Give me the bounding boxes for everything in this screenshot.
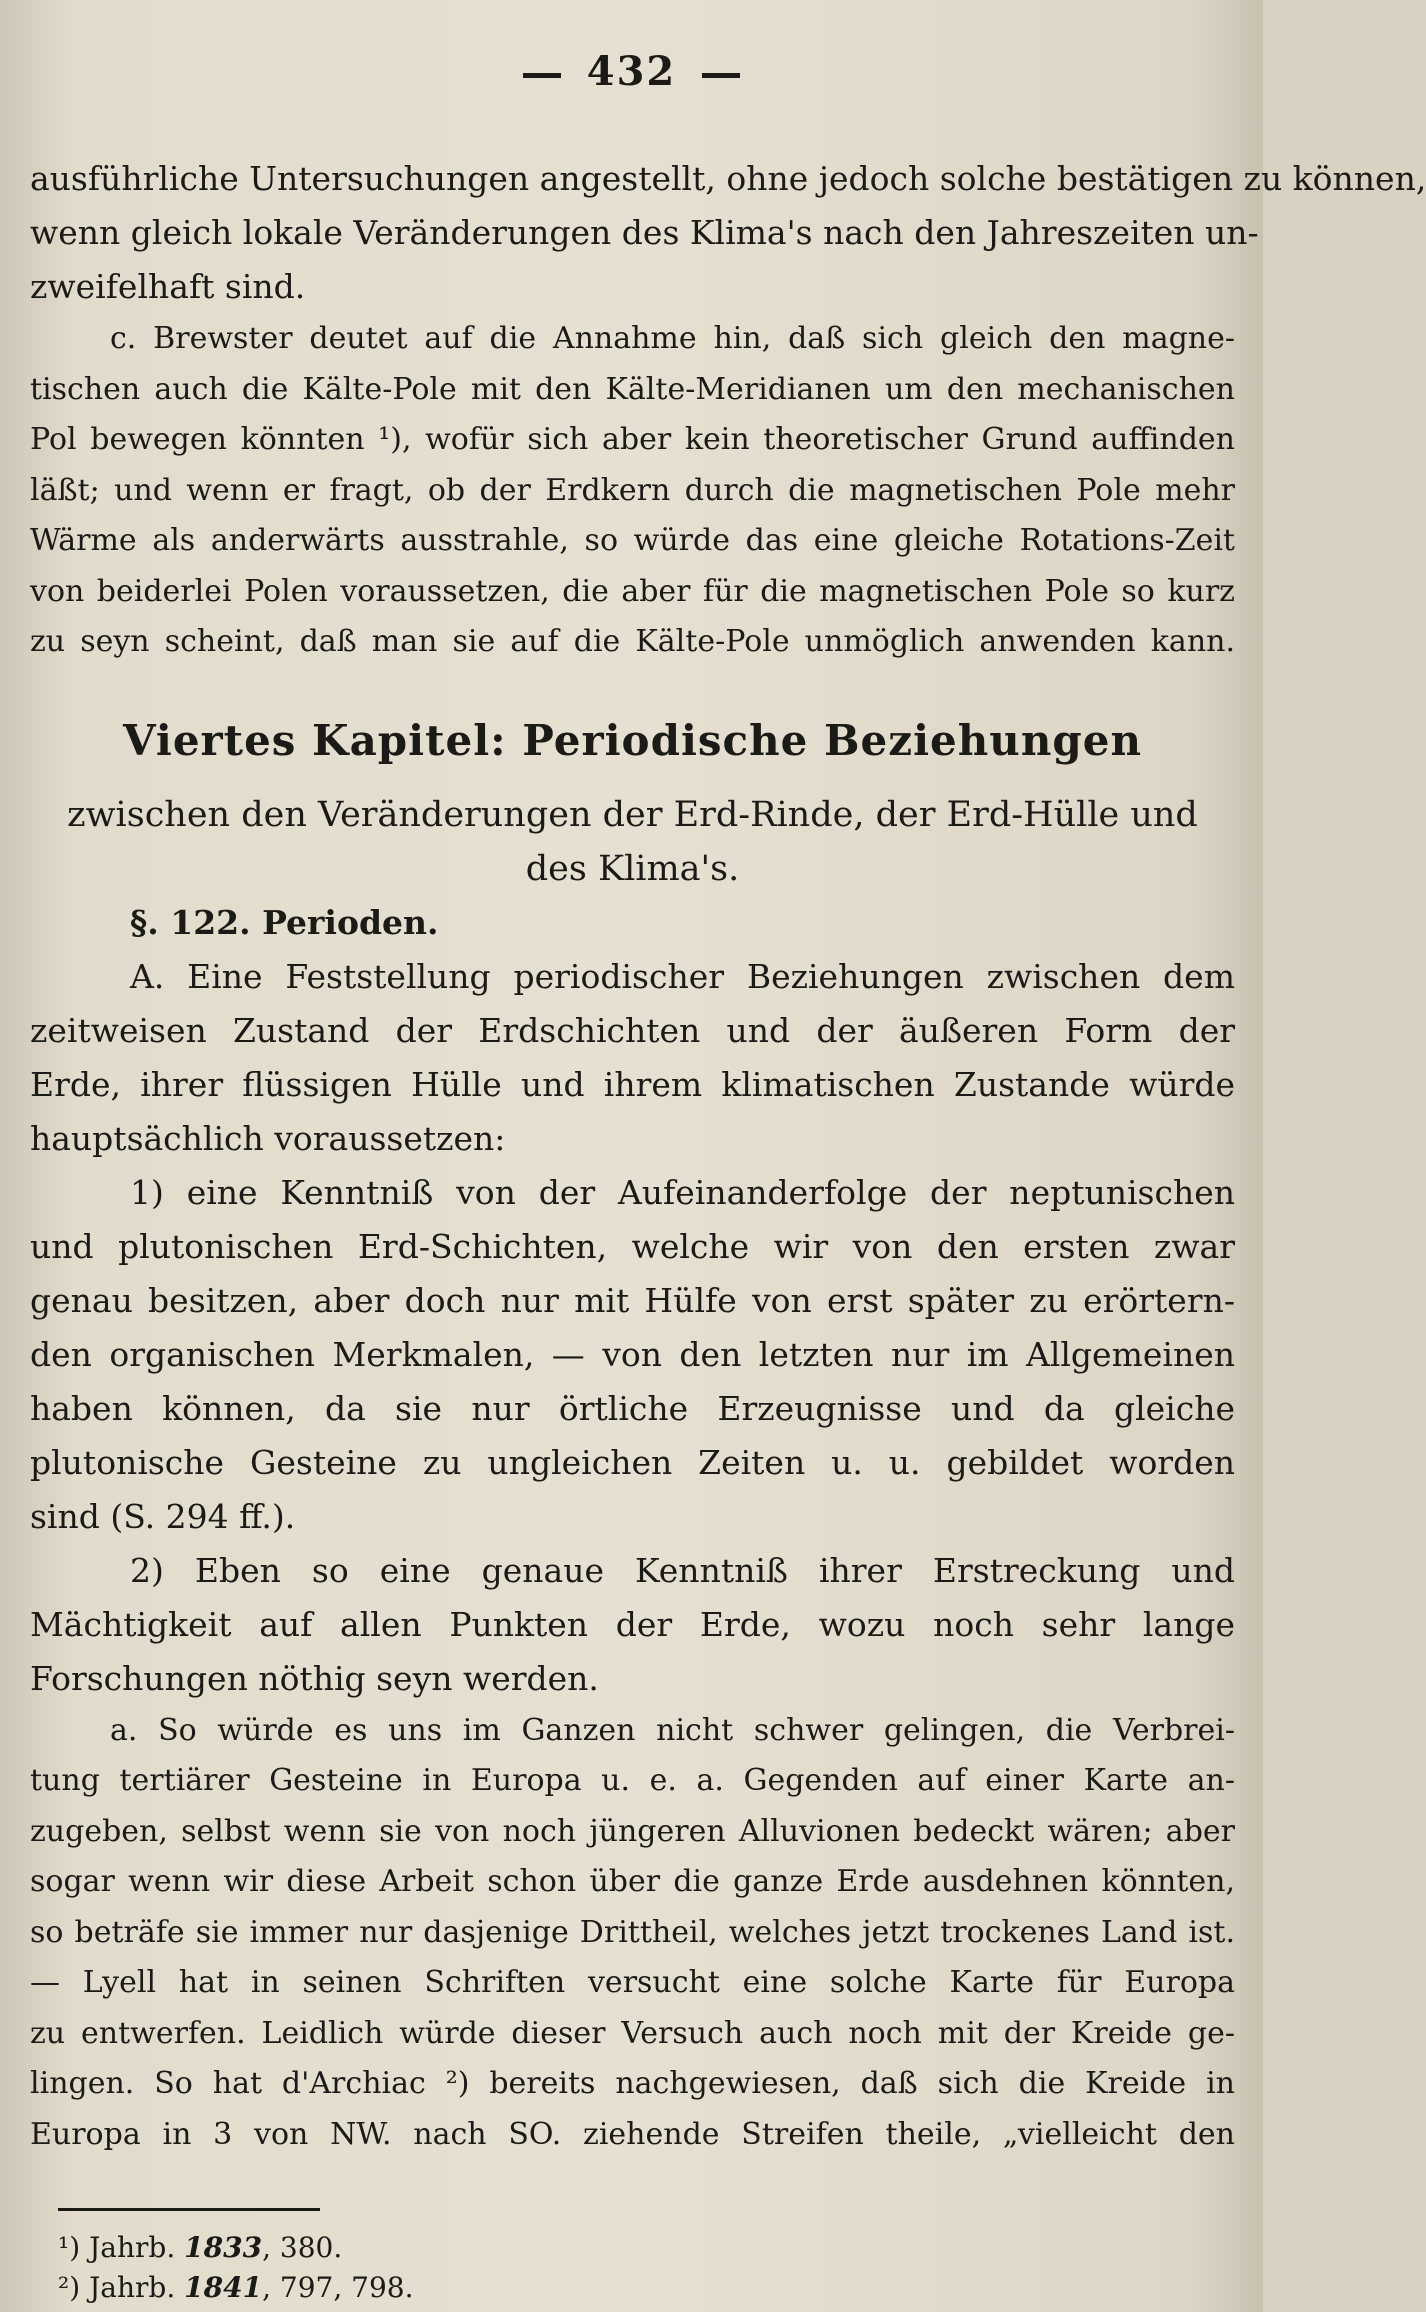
paragraph-c — [30, 314, 1235, 668]
paragraph-top — [30, 152, 1426, 314]
spacer — [30, 668, 1235, 706]
text-line: 1) eine Kenntniß von der Aufeinanderfolge der neptunischen — [130, 1172, 1235, 1212]
text-line: c. Brewster deutet auf die Annahme hin, daß sich gleich den magne- — [110, 321, 1235, 356]
page-number: 432 — [586, 48, 677, 95]
text-line: von beiderlei Polen voraussetzen, die aber für die magnetischen Pole so kurz — [30, 573, 1235, 609]
footnote-mark: ²) — [58, 2271, 81, 2304]
text-line: zweifelhaft sind. — [30, 267, 306, 306]
text-line: — Lyell hat in seinen Schriften versucht eine solche Karte für Europa — [30, 1965, 1235, 2000]
text-line: Mächtigkeit auf allen Punkten der Erde, wozu noch sehr lange — [30, 1604, 1235, 1644]
chapter-title: Viertes Kapitel: Periodische Beziehungen — [123, 715, 1142, 765]
text-line: läßt; und wenn er fragt, ob der Erdkern durch die magnetischen Pole mehr — [30, 472, 1235, 508]
footnote-mark: ¹) — [58, 2231, 81, 2264]
text-line: genau besitzen, aber doch nur mit Hülfe von erst später zu erörtern- — [30, 1280, 1235, 1320]
text-line: tung tertiärer Gesteine in Europa u. e. a. Gegenden auf einer Karte an- — [30, 1763, 1235, 1798]
text-line: 2) Eben so eine genaue Kenntniß ihrer Erstreckung und — [130, 1550, 1235, 1590]
footnote-label: Jahrb. — [89, 2271, 176, 2304]
dash-left — [523, 73, 561, 78]
text-line: a. So würde es uns im Ganzen nicht schwer gelingen, die Verbrei- — [110, 1712, 1235, 1748]
chapter-subtitle-line: des Klima's. — [525, 848, 740, 889]
text-line: plutonische Gesteine zu ungleichen Zeiten u. u. gebildet worden — [30, 1442, 1235, 1482]
footnote — [58, 2268, 413, 2308]
section-heading: §. 122. Perioden. — [130, 902, 439, 942]
footnote-divider — [58, 2208, 320, 2211]
chapter-subtitle-line: zwischen den Veränderungen der Erd-Rinde, der Erd-Hülle und — [67, 794, 1198, 835]
text-line: Wärme als anderwärts ausstrahle, so würde das eine gleiche Rotations-Zeit — [30, 523, 1235, 558]
text-line: ausführliche Untersuchungen angestellt, ohne jedoch solche bestätigen zu können, — [30, 159, 1426, 198]
text-line: Erde, ihrer flüssigen Hülle und ihrem klimatischen Zustande würde — [30, 1064, 1235, 1104]
text-line: zu seyn scheint, daß man sie auf die Kälte-Pole unmöglich anwenden kann. — [30, 624, 1235, 659]
footnote-pages: , 380. — [262, 2231, 343, 2264]
text-line: A. Eine Feststellung periodischer Beziehungen zwischen dem — [130, 956, 1235, 996]
footnote — [58, 2228, 413, 2268]
text-line: tischen auch die Kälte-Pole mit den Kälte-Meridianen um den mechanischen — [30, 371, 1235, 407]
text-line: so beträfe sie immer nur dasjenige Drittheil, welches jetzt trockenes Land ist. — [30, 1914, 1235, 1950]
text-line: lingen. So hat d'Archiac ²) bereits nachgewiesen, daß sich die Kreide in — [30, 2066, 1235, 2101]
text-line: zeitweisen Zustand der Erdschichten und der äußeren Form der — [30, 1010, 1235, 1050]
paragraph-A — [30, 950, 1235, 1166]
text-line: wenn gleich lokale Veränderungen des Klima's nach den Jahreszeiten un- — [30, 213, 1259, 252]
text-line: zugeben, selbst wenn sie von noch jüngeren Alluvionen bedeckt wären; aber — [30, 1813, 1235, 1849]
paragraph-1 — [30, 1166, 1235, 1544]
footnote-pages: , 797, 798. — [262, 2271, 414, 2304]
page-body — [30, 152, 1426, 2160]
text-line: und plutonischen Erd-Schichten, welche wir von den ersten zwar — [30, 1226, 1235, 1266]
footnote-year: 1841 — [184, 2271, 263, 2304]
spacer — [30, 776, 1235, 788]
text-line: sogar wenn wir diese Arbeit schon über die ganze Erde ausdehnen könnten, — [30, 1864, 1235, 1899]
paragraph-2 — [30, 1544, 1235, 1706]
text-line: haben können, da sie nur örtliche Erzeugnisse und da gleiche — [30, 1388, 1235, 1428]
text-line: zu entwerfen. Leidlich würde dieser Versuch auch noch mit der Kreide ge- — [30, 2015, 1235, 2051]
footnotes — [58, 2228, 413, 2308]
text-line: den organischen Merkmalen, — von den letzten nur im Allgemeinen — [30, 1334, 1235, 1374]
paragraph-a — [30, 1706, 1235, 2161]
text-line: Europa in 3 von NW. nach SO. ziehende Streifen theile, „vielleicht den — [30, 2116, 1235, 2152]
footnote-year: 1833 — [184, 2231, 263, 2264]
text-line: Forschungen nöthig seyn werden. — [30, 1658, 599, 1698]
text-line: sind (S. 294 ff.). — [30, 1496, 296, 1536]
footnote-label: Jahrb. — [89, 2231, 176, 2264]
text-line: hauptsächlich voraussetzen: — [30, 1118, 506, 1158]
text-line: Pol bewegen könnten ¹), wofür sich aber kein theoretischer Grund auffinden — [30, 422, 1235, 457]
dash-right — [702, 73, 740, 78]
page-number-header — [0, 48, 1263, 95]
